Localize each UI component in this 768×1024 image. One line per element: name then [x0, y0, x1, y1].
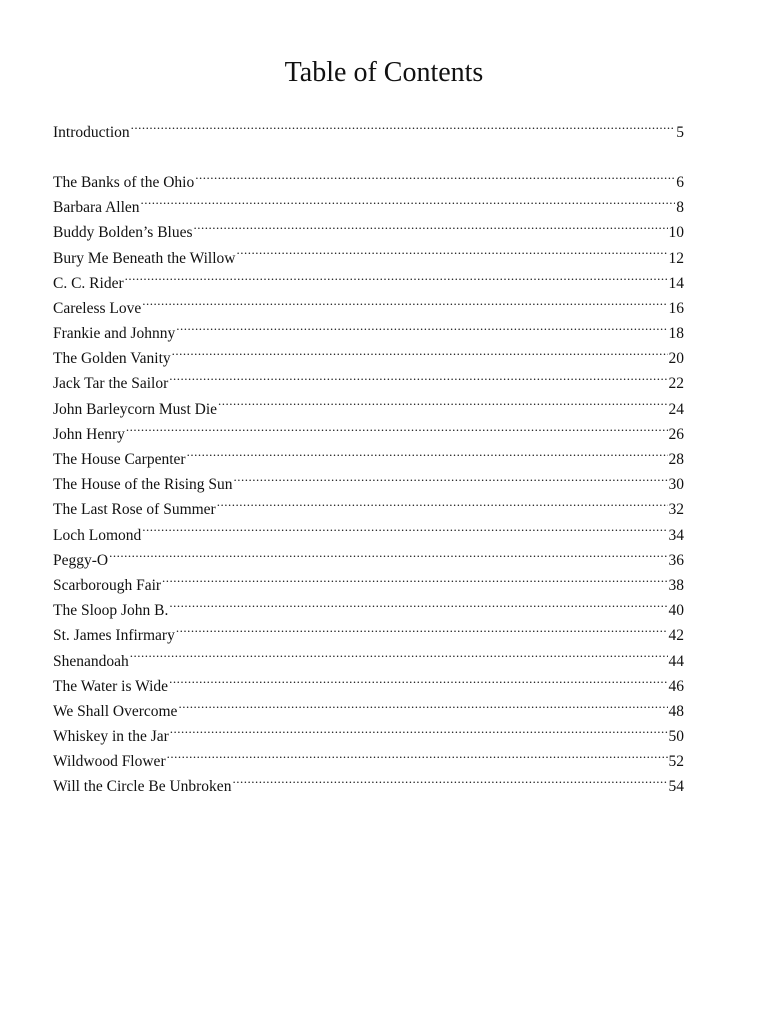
dot-leader — [142, 514, 667, 539]
toc-entry-title: Peggy-O — [53, 551, 109, 569]
dot-leader — [170, 716, 668, 741]
toc-entry-title: St. James Infirmary — [53, 627, 175, 645]
toc-entry-title: The House Carpenter — [53, 451, 186, 469]
toc-entry-page-number: 26 — [668, 425, 684, 443]
dot-leader — [131, 112, 676, 137]
toc-entry-title: Introduction — [53, 124, 130, 142]
toc-entry — [53, 565, 684, 594]
toc-entry-page-number: 40 — [668, 602, 684, 620]
dot-leader — [130, 640, 668, 665]
page-title: Table of Contents — [284, 56, 484, 88]
toc-entry-title: Will the Circle Be Unbroken — [53, 778, 232, 796]
toc-entry-title: Bury Me Beneath the Willow — [53, 249, 236, 267]
toc-entry — [53, 640, 684, 670]
toc-entry — [53, 313, 684, 343]
toc-entry — [53, 187, 684, 217]
toc-entry-title: C. C. Rider — [53, 274, 124, 292]
toc-entry — [53, 263, 684, 292]
toc-entry-page-number: 46 — [668, 677, 684, 695]
toc-entry — [53, 414, 684, 443]
dot-leader — [167, 741, 668, 766]
toc-entry-page-number: 22 — [668, 375, 684, 393]
toc-entry-title: Whiskey in the Jar — [53, 728, 169, 746]
dot-leader — [232, 766, 667, 791]
toc-entry-title: Loch Lomond — [53, 526, 142, 544]
toc-entry-page-number: 50 — [668, 728, 684, 746]
toc-entry-page-number: 32 — [668, 501, 684, 519]
toc-entry — [53, 439, 684, 469]
dot-leader — [142, 288, 667, 313]
dot-leader — [178, 691, 667, 716]
toc-entry-title: Shenandoah — [53, 652, 129, 670]
toc-entry — [53, 162, 684, 191]
toc-entry — [53, 514, 684, 544]
toc-entry-page-number: 18 — [668, 325, 684, 343]
toc-entry-title: Jack Tar the Sailor — [53, 375, 169, 393]
toc-entry-page-number: 14 — [668, 274, 684, 292]
toc-entry-page-number: 38 — [668, 576, 684, 594]
dot-leader — [176, 313, 667, 338]
toc-entry-page-number: 12 — [668, 249, 684, 267]
toc-entry-title: Buddy Bolden’s Blues — [53, 224, 193, 242]
toc-entry-title: The House of the Rising Sun — [53, 476, 233, 494]
toc-entry-title: Scarborough Fair — [53, 576, 162, 594]
toc-entry — [53, 666, 684, 695]
dot-leader — [218, 388, 667, 413]
toc-entry-page-number: 20 — [668, 350, 684, 368]
toc-entry-page-number: 42 — [668, 627, 684, 645]
toc-entry — [53, 212, 684, 242]
dot-leader — [194, 212, 668, 237]
toc-entry — [53, 288, 684, 317]
dot-leader — [125, 263, 668, 288]
toc-entry-page-number: 52 — [668, 753, 684, 771]
dot-leader — [169, 666, 667, 691]
toc-entry-title: Frankie and Johnny — [53, 325, 176, 343]
toc-entry-page-number: 5 — [676, 124, 684, 142]
toc-entry-title: We Shall Overcome — [53, 702, 178, 720]
toc-entry-page-number: 54 — [668, 778, 684, 796]
toc-entry-title: Wildwood Flower — [53, 753, 166, 771]
toc-entry-page-number: 48 — [668, 702, 684, 720]
toc-entry-title: John Barleycorn Must Die — [53, 400, 218, 418]
toc-entry-title: The Golden Vanity — [53, 350, 171, 368]
toc-entry — [53, 540, 684, 569]
dot-leader — [217, 489, 668, 514]
dot-leader — [162, 565, 667, 590]
toc-entry-page-number: 30 — [668, 476, 684, 494]
toc-entry-title: Barbara Allen — [53, 199, 140, 217]
toc-entry-title: Careless Love — [53, 299, 142, 317]
dot-leader — [109, 540, 667, 565]
dot-leader — [172, 338, 668, 363]
toc-entry-page-number: 24 — [668, 400, 684, 418]
table-of-contents — [53, 112, 684, 796]
toc-entry-page-number: 8 — [676, 199, 684, 217]
toc-entry-list — [53, 162, 684, 796]
toc-entry-title: The Sloop John B. — [53, 602, 169, 620]
dot-leader — [169, 590, 667, 615]
dot-leader — [234, 464, 668, 489]
toc-entry-title: The Water is Wide — [53, 677, 169, 695]
toc-entry-title: The Banks of the Ohio — [53, 173, 195, 191]
toc-entry-introduction — [53, 112, 684, 142]
dot-leader — [141, 187, 676, 212]
dot-leader — [187, 439, 668, 464]
toc-entry-page-number: 34 — [668, 526, 684, 544]
toc-entry-page-number: 6 — [676, 173, 684, 191]
toc-entry-title: The Last Rose of Summer — [53, 501, 216, 519]
dot-leader — [126, 414, 668, 439]
toc-entry-page-number: 10 — [668, 224, 684, 242]
toc-entry-page-number: 44 — [668, 652, 684, 670]
dot-leader — [176, 615, 668, 640]
dot-leader — [169, 363, 667, 388]
toc-entry-page-number: 16 — [668, 299, 684, 317]
toc-entry-page-number: 28 — [668, 451, 684, 469]
dot-leader — [195, 162, 675, 187]
toc-entry-page-number: 36 — [668, 551, 684, 569]
dot-leader — [236, 237, 667, 262]
toc-entry-title: John Henry — [53, 425, 125, 443]
